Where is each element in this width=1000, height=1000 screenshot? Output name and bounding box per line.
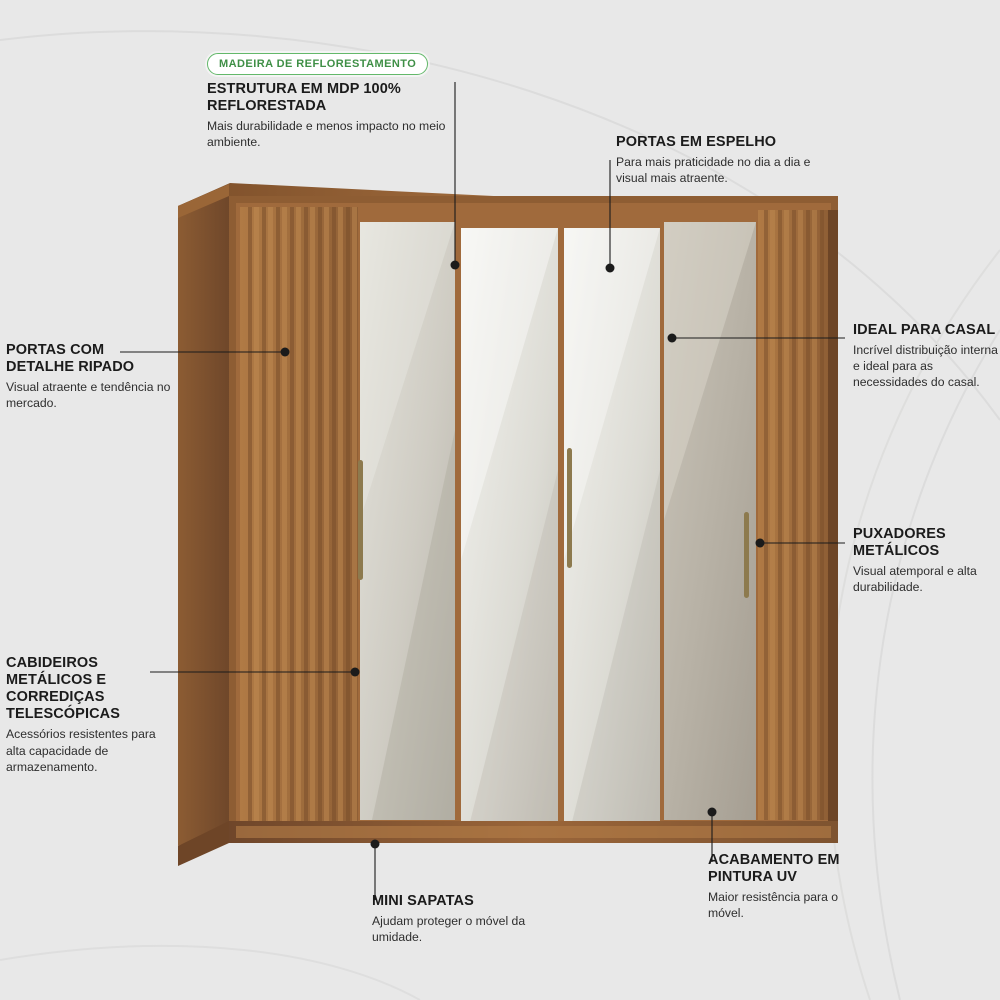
callout-puxadores: [853, 526, 998, 595]
callout-sapatas: [372, 893, 547, 945]
callout-desc: Ajudam proteger o móvel da umidade.: [372, 914, 526, 945]
callout-title: MINI SAPATAS: [372, 893, 474, 909]
callout-desc: Visual atemporal e alta durabilidade.: [853, 564, 977, 595]
callout-desc: Visual atraente e tendência no mercado.: [6, 380, 171, 411]
callout-title: IDEAL PARA CASAL: [853, 322, 996, 338]
callout-title: PORTAS EM ESPELHO: [616, 134, 777, 150]
callout-title: PUXADORES METÁLICOS: [853, 526, 946, 560]
callout-cabideiros: [6, 655, 161, 775]
callout-desc: Mais durabilidade e menos impacto no meio ambiente.: [207, 119, 446, 150]
callout-title: CABIDEIROS METÁLICOS E CORREDIÇAS TELESCÓPICAS: [6, 655, 120, 723]
callout-title: PORTAS COM DETALHE RIPADO: [6, 342, 135, 376]
callout-espelho: [616, 134, 816, 186]
callout-casal: [853, 322, 998, 390]
callout-pintura-uv: [708, 852, 873, 921]
callout-title: ACABAMENTO EM PINTURA UV: [708, 852, 840, 886]
callout-mdp: [207, 53, 457, 150]
callout-title: ESTRUTURA EM MDP 100% REFLORESTADA: [207, 81, 401, 115]
callout-ripado: [6, 342, 176, 411]
callout-desc: Incrível distribuição interna e ideal para as necessidades do casal.: [853, 343, 998, 390]
callout-desc: Acessórios resistentes para alta capacidade de armazenamento.: [6, 727, 156, 774]
badge-reflorestamento: MADEIRA DE REFLORESTAMENTO: [207, 53, 428, 75]
callout-desc: Maior resistência para o móvel.: [708, 890, 839, 921]
callout-desc: Para mais praticidade no dia a dia e visual mais atraente.: [616, 155, 811, 186]
